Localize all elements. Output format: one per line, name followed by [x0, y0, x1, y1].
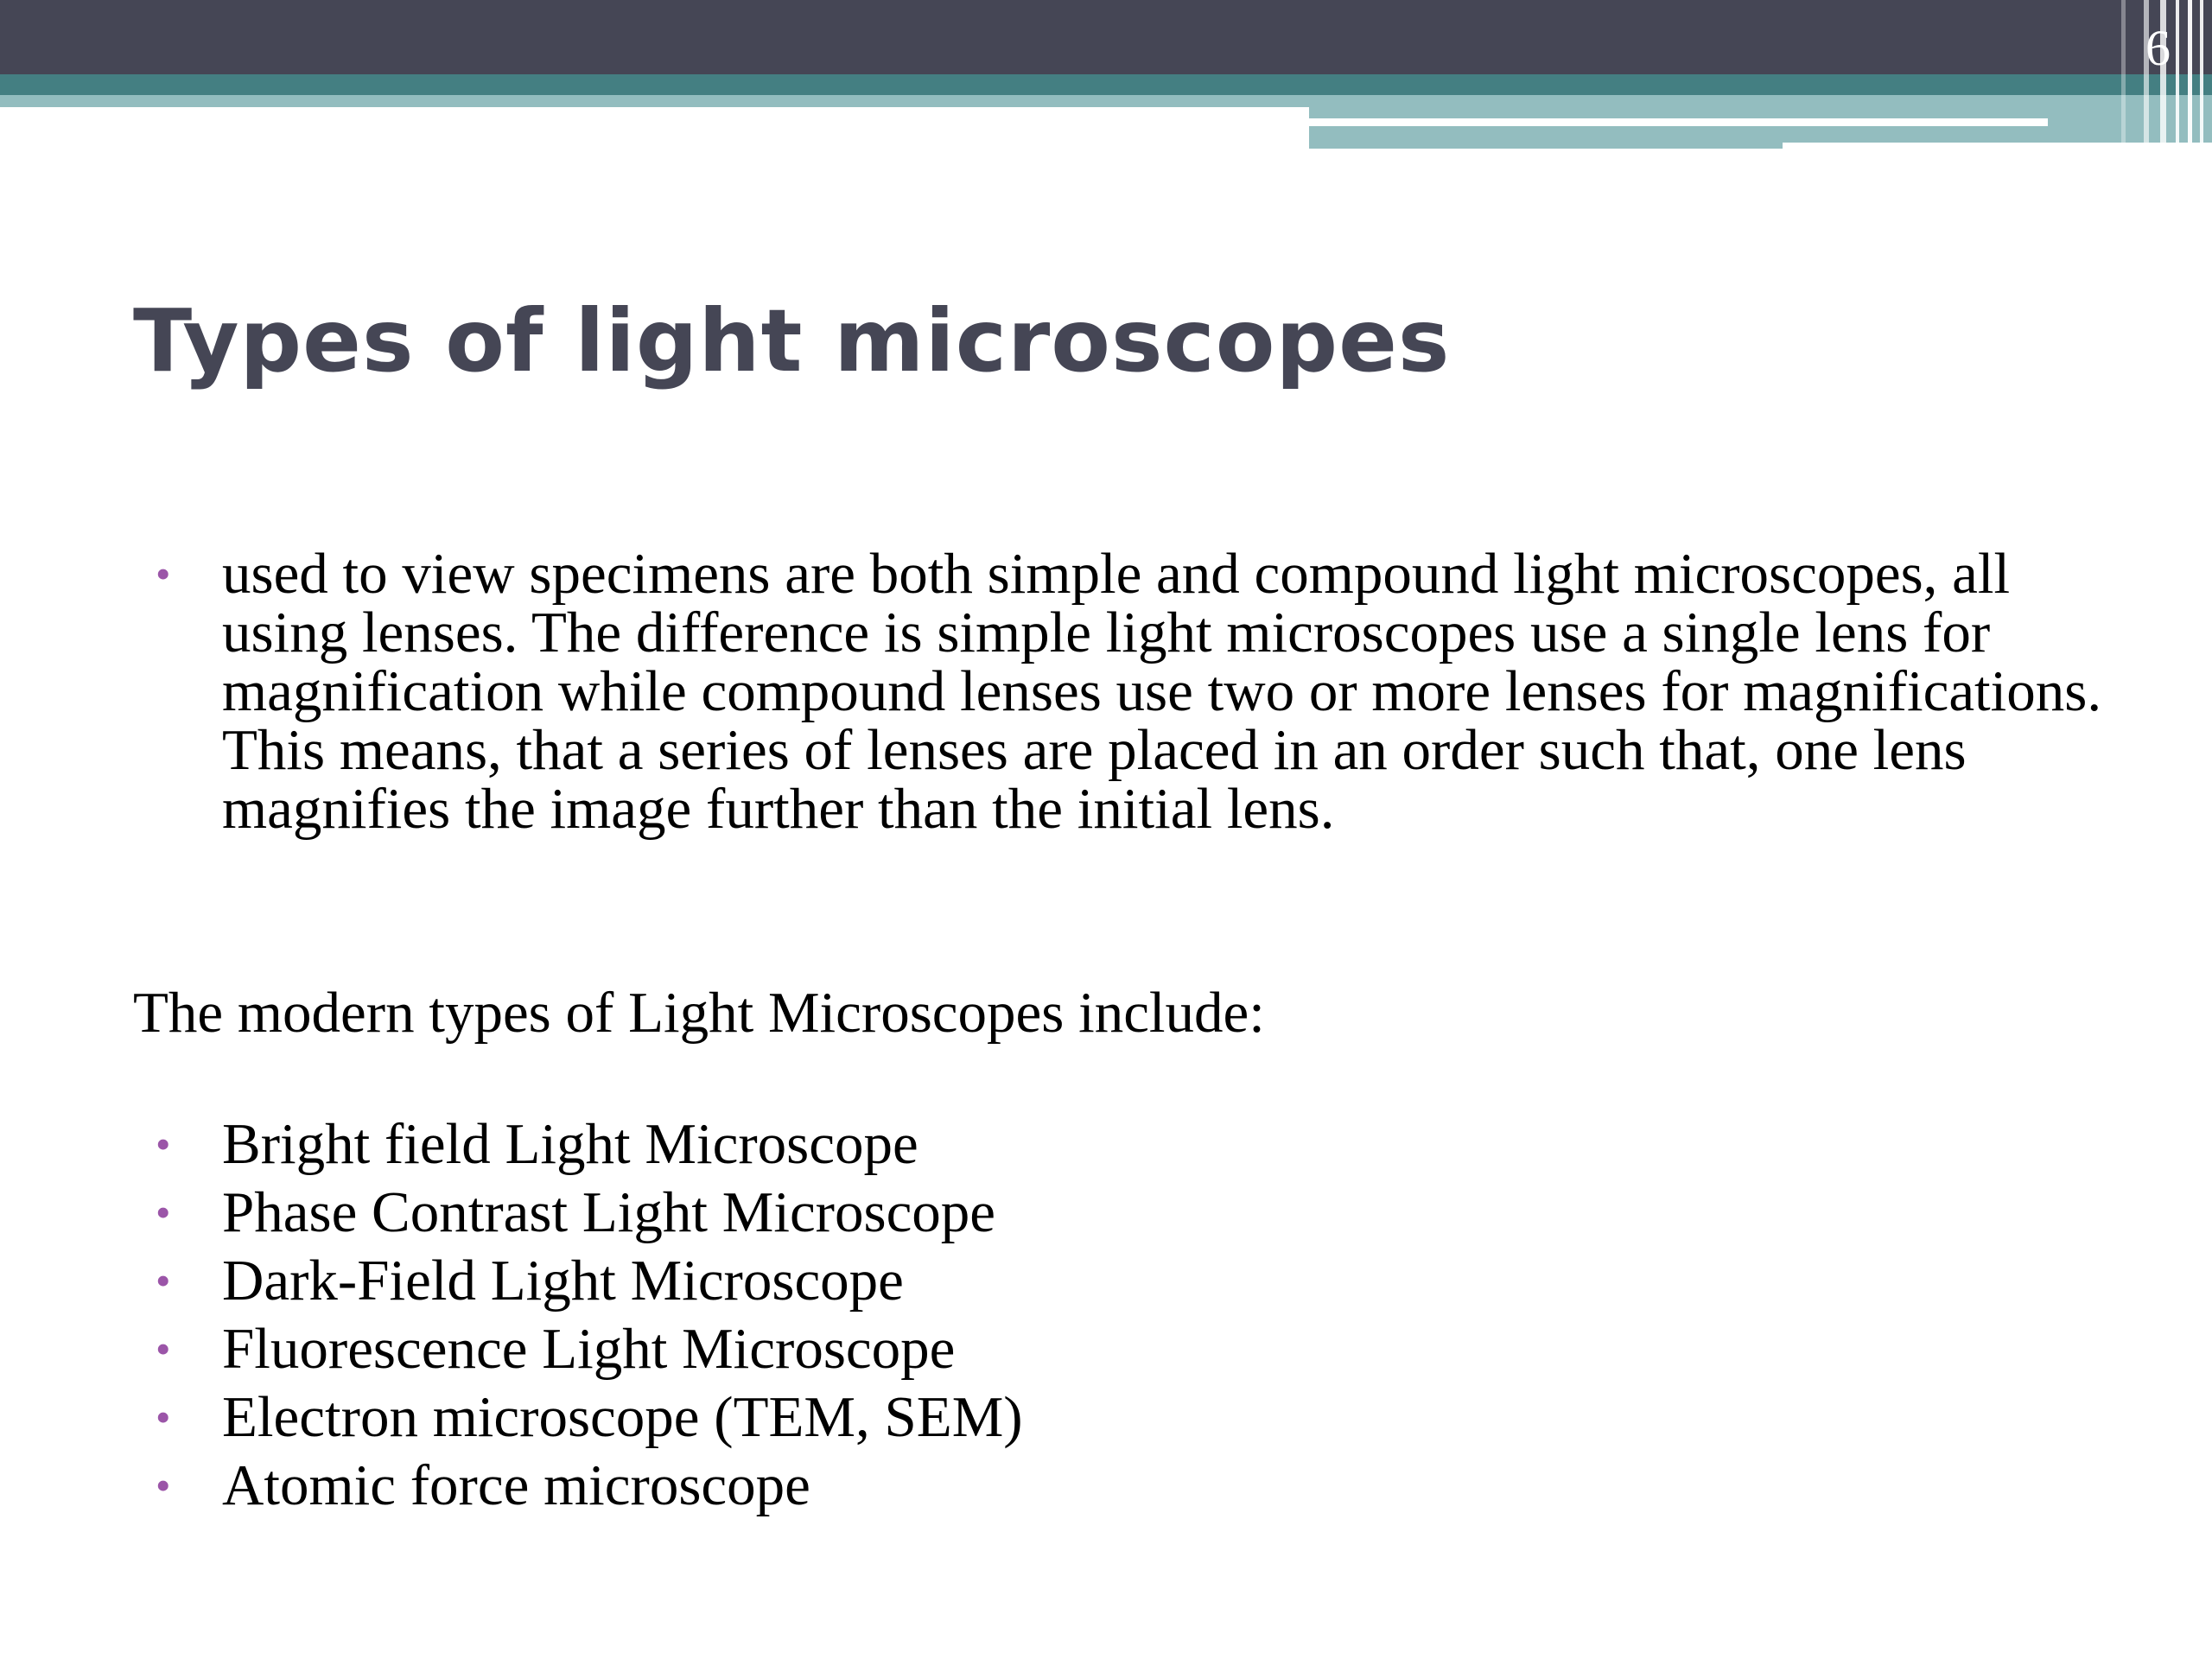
header-stripe [2200, 0, 2203, 149]
list-item [156, 1247, 1023, 1315]
list-item [156, 1315, 1023, 1383]
bullet-icon: • [156, 1393, 171, 1441]
intro-text: used to view specimens are both simple and compound light microscopes, all using lenses. The difference is simple light microscopes use a single lens for magnification while compound lenses use two or more lenses for magnifications. This means, that a series of lenses are placed in an order such that, one lens magnifies the image further than the initial lens. [222, 542, 2102, 841]
bullet-icon: • [156, 1120, 171, 1168]
types-subheading: The modern types of Light Microscopes include: [133, 981, 1265, 1045]
intro-bullet-list [156, 542, 2108, 841]
list-item [156, 1383, 1023, 1452]
microscope-type-label: Dark-Field Light Microscope [222, 1249, 904, 1313]
list-item [156, 1110, 1023, 1179]
microscope-type-label: Bright field Light Microscope [222, 1112, 918, 1176]
header-teal-band [0, 74, 2212, 95]
bullet-icon: • [156, 1461, 171, 1510]
bullet-icon: • [156, 1256, 171, 1305]
header-stripe [2121, 0, 2126, 149]
header-stripe [2188, 0, 2192, 149]
microscope-type-label: Phase Contrast Light Microscope [222, 1180, 996, 1244]
slide-title: Types of light microscopes [133, 290, 1451, 391]
slide-number: 6 [2145, 20, 2171, 76]
microscope-type-label: Atomic force microscope [222, 1453, 810, 1517]
microscope-types-list [156, 1110, 1023, 1520]
list-item [156, 1452, 1023, 1520]
list-item [156, 1179, 1023, 1247]
header-dark-bar [0, 0, 2212, 74]
header-stripe [2176, 0, 2179, 149]
bullet-icon: • [156, 550, 171, 598]
header-accent-line [1309, 118, 2048, 126]
header-light-band [0, 95, 1309, 107]
microscope-type-label: Fluorescence Light Microscope [222, 1317, 956, 1381]
bullet-icon: • [156, 1188, 171, 1236]
bullet-icon: • [156, 1325, 171, 1373]
list-item [156, 542, 2108, 841]
microscope-type-label: Electron microscope (TEM, SEM) [222, 1385, 1023, 1449]
